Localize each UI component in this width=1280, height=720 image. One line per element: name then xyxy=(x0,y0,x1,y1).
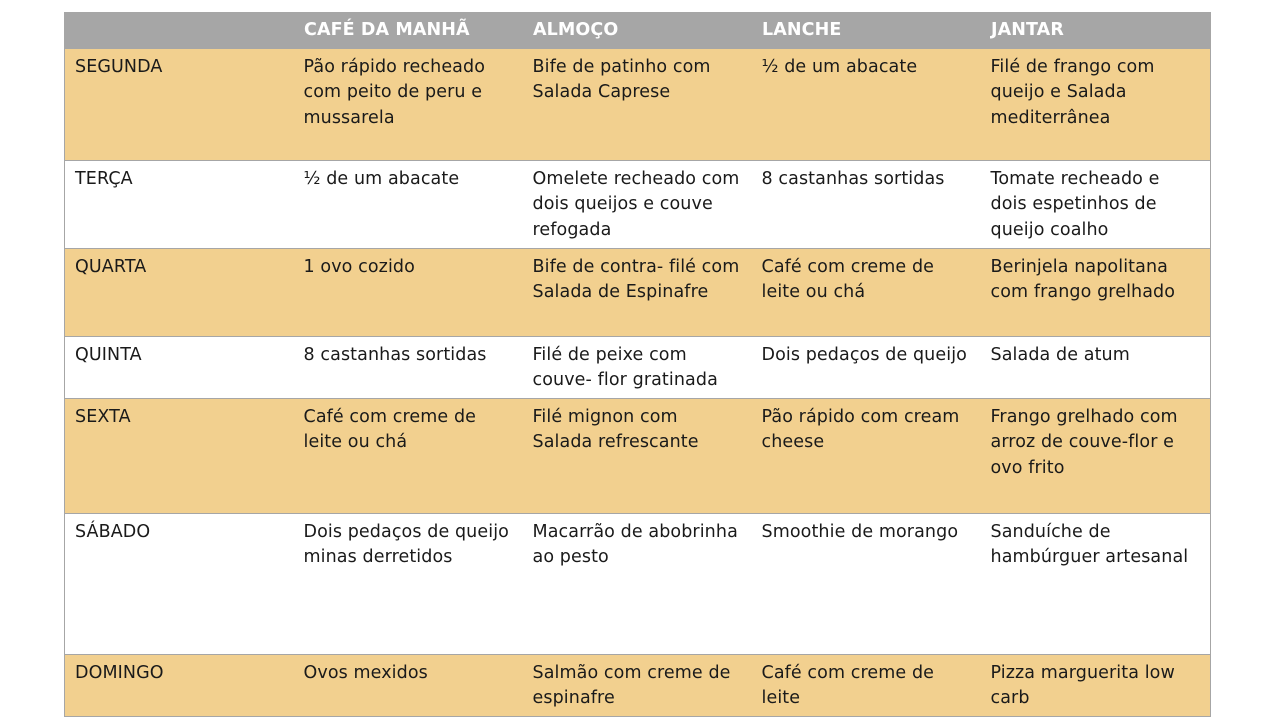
jantar-cell: Pizza marguerita low carb xyxy=(981,654,1211,716)
header-row xyxy=(65,12,1211,48)
jantar-cell: Tomate recheado e dois espetinhos de queijo coalho xyxy=(981,160,1211,248)
jantar-cell: Salada de atum xyxy=(981,336,1211,398)
table-row-quinta xyxy=(65,336,1211,398)
header-jantar: JANTAR xyxy=(981,12,1211,48)
cafe-da-manha-cell: 1 ovo cozido xyxy=(294,248,523,336)
jantar-cell: Filé de frango com queijo e Salada mediterrânea xyxy=(981,48,1211,160)
almoco-cell: Bife de contra- filé com Salada de Espinafre xyxy=(523,248,752,336)
table-row-sexta xyxy=(65,398,1211,513)
day-cell: SEXTA xyxy=(65,398,294,513)
cafe-da-manha-cell: Café com creme de leite ou chá xyxy=(294,398,523,513)
day-cell: TERÇA xyxy=(65,160,294,248)
day-cell: QUINTA xyxy=(65,336,294,398)
day-cell: SEGUNDA xyxy=(65,48,294,160)
table-row-domingo xyxy=(65,654,1211,716)
day-cell: SÁBADO xyxy=(65,513,294,654)
jantar-cell: Frango grelhado com arroz de couve-flor e ovo frito xyxy=(981,398,1211,513)
header-day xyxy=(65,12,294,48)
almoco-cell: Filé mignon com Salada refrescante xyxy=(523,398,752,513)
jantar-cell: Berinjela napolitana com frango grelhado xyxy=(981,248,1211,336)
lanche-cell: Café com creme de leite xyxy=(752,654,981,716)
table-row-quarta xyxy=(65,248,1211,336)
cafe-da-manha-cell: Pão rápido recheado com peito de peru e mussarela xyxy=(294,48,523,160)
almoco-cell: Macarrão de abobrinha ao pesto xyxy=(523,513,752,654)
lanche-cell: Smoothie de morango xyxy=(752,513,981,654)
cafe-da-manha-cell: 8 castanhas sortidas xyxy=(294,336,523,398)
cafe-da-manha-cell: Ovos mexidos xyxy=(294,654,523,716)
lanche-cell: Café com creme de leite ou chá xyxy=(752,248,981,336)
jantar-cell: Sanduíche de hambúrguer artesanal xyxy=(981,513,1211,654)
cafe-da-manha-cell: ½ de um abacate xyxy=(294,160,523,248)
table-body xyxy=(65,48,1211,716)
day-cell: DOMINGO xyxy=(65,654,294,716)
cafe-da-manha-cell: Dois pedaços de queijo minas derretidos xyxy=(294,513,523,654)
header-almoco: ALMOÇO xyxy=(523,12,752,48)
lanche-cell: Dois pedaços de queijo xyxy=(752,336,981,398)
almoco-cell: Bife de patinho com Salada Caprese xyxy=(523,48,752,160)
day-cell: QUARTA xyxy=(65,248,294,336)
lanche-cell: 8 castanhas sortidas xyxy=(752,160,981,248)
weekly-meal-plan-table xyxy=(64,12,1211,717)
table-row-terca xyxy=(65,160,1211,248)
header-cafe-da-manha: CAFÉ DA MANHÃ xyxy=(294,12,523,48)
table-row-segunda xyxy=(65,48,1211,160)
lanche-cell: ½ de um abacate xyxy=(752,48,981,160)
table-header xyxy=(65,12,1211,48)
almoco-cell: Omelete recheado com dois queijos e couve refogada xyxy=(523,160,752,248)
lanche-cell: Pão rápido com cream cheese xyxy=(752,398,981,513)
header-lanche: LANCHE xyxy=(752,12,981,48)
table-row-sabado xyxy=(65,513,1211,654)
almoco-cell: Filé de peixe com couve- flor gratinada xyxy=(523,336,752,398)
almoco-cell: Salmão com creme de espinafre xyxy=(523,654,752,716)
